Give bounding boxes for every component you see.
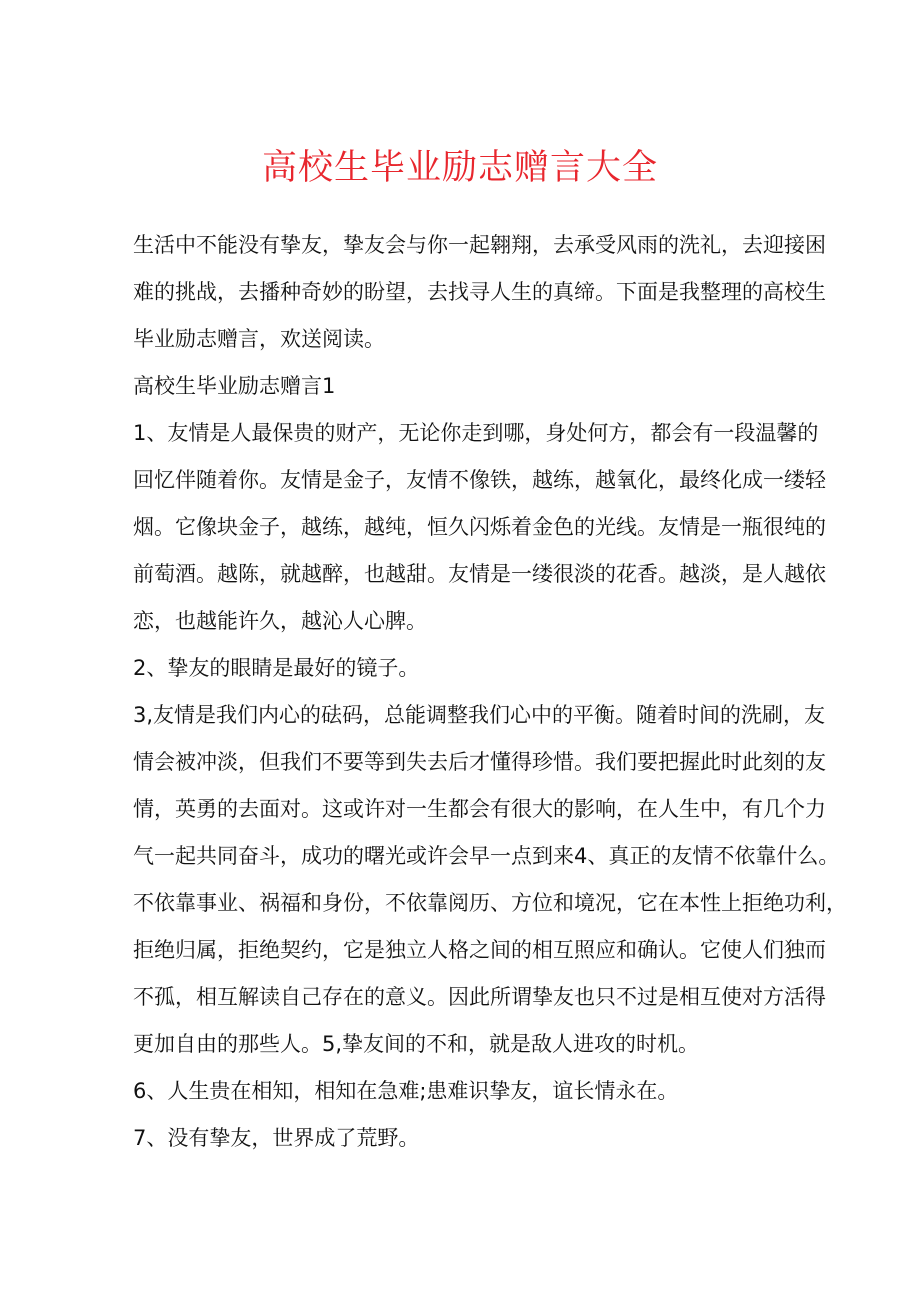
body-line: 回忆伴随着你。友情是金子，友情不像铁，越练，越氧化，最终化成一缕轻: [133, 468, 826, 492]
body-line: 烟。它像块金子，越练，越纯，恒久闪烁着金色的光线。友情是一瓶很纯的: [133, 515, 826, 539]
body-line: 恋，也越能许久，越沁人心脾。: [133, 609, 427, 633]
body-line: 毕业励志赠言，欢送阅读。: [133, 327, 385, 351]
body-line: 更加自由的那些人。5,挚友间的不和，就是敌人进攻的时机。: [133, 1032, 700, 1056]
section-heading: 高校生毕业励志赠言1: [133, 374, 336, 398]
body-line: 前萄酒。越陈，就越醉，也越甜。友情是一缕很淡的花香。越淡，是人越依: [133, 562, 826, 586]
body-line: 不依靠事业、祸福和身份，不依靠阅历、方位和境况，它在本性上拒绝功利，: [133, 891, 847, 915]
document-body: [133, 222, 847, 1162]
body-line: 不孤，相互解读自己存在的意义。因此所谓挚友也只不过是相互使对方活得: [133, 985, 826, 1009]
body-line: 6、人生贵在相知，相知在急难;患难识挚友，谊长情永在。: [133, 1079, 679, 1103]
document-title: 高校生毕业励志赠言大全: [261, 148, 658, 188]
body-line: 3,友情是我们内心的砝码，总能调整我们心中的平衡。随着时间的洗刷，友: [133, 703, 826, 727]
body-line: 难的挑战，去播种奇妙的盼望，去找寻人生的真缔。下面是我整理的高校生: [133, 280, 826, 304]
body-line: 情会被冲淡，但我们不要等到失去后才懂得珍惜。我们要把握此时此刻的友: [133, 750, 826, 774]
body-line: 情，英勇的去面对。这或许对一生都会有很大的影响，在人生中，有几个力: [133, 797, 826, 821]
body-line: 拒绝归属，拒绝契约，它是独立人格之间的相互照应和确认。它使人们独而: [133, 938, 826, 962]
body-line: 2、挚友的眼睛是最好的镜子。: [133, 656, 420, 680]
body-line: 气一起共同奋斗，成功的曙光或许会早一点到来4、真正的友情不依靠什么。: [133, 844, 840, 868]
body-line: 生活中不能没有挚友，挚友会与你一起翱翔，去承受风雨的洗礼，去迎接困: [133, 233, 826, 257]
body-line: 1、友情是人最保贵的财产，无论你走到哪，身处何方，都会有一段温馨的: [133, 421, 819, 445]
body-line: 7、没有挚友，世界成了荒野。: [133, 1126, 420, 1150]
